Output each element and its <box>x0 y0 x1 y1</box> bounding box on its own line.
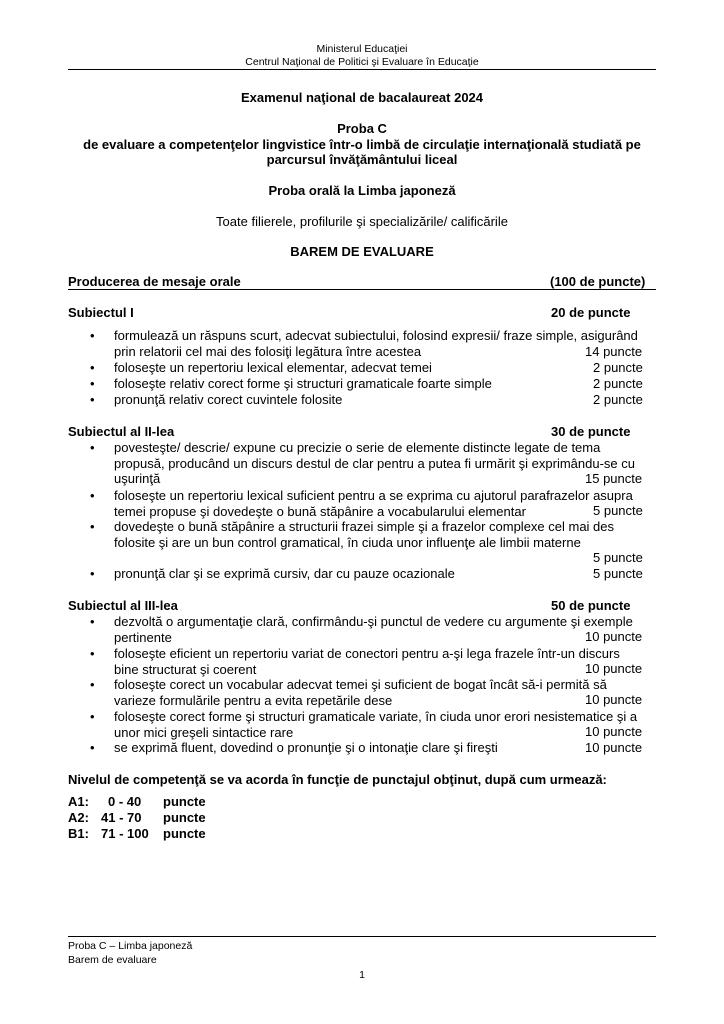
item-points: 10 puncte <box>585 629 643 644</box>
bullet-icon: • <box>90 740 95 755</box>
list-item: pronunţă clar şi se exprimă cursiv, dar cu pauze ocazionale <box>114 566 455 581</box>
page-number: 1 <box>359 969 365 981</box>
bullet-icon: • <box>90 709 95 724</box>
section-total: (100 de puncte) <box>550 274 646 289</box>
bullet-icon: • <box>90 614 95 629</box>
level-range: 41 - 70 <box>101 810 142 825</box>
header-rule <box>68 69 656 70</box>
barem-title: BAREM DE EVALUARE <box>290 244 434 259</box>
filiere-line: Toate filierele, profilurile şi specializările/ calificările <box>216 214 508 229</box>
list-item: foloseşte un repertoriu lexical elementar, adecvat temei <box>114 360 432 375</box>
list-item: foloseşte corect un vocabular adecvat temei şi suficient de bogat încât să-i permită să varieze formulările pentru a evita repetările dese <box>114 677 607 708</box>
center-name: Centrul Naţional de Politici şi Evaluare în Educaţie <box>245 55 479 68</box>
proba-title: Proba C <box>337 121 387 136</box>
level-range: 0 - 40 <box>108 794 142 809</box>
item-points: 5 puncte <box>593 566 643 581</box>
level-label: A1: <box>68 794 89 809</box>
subject-3-points: 50 de puncte <box>551 598 631 613</box>
bullet-icon: • <box>90 488 95 503</box>
footer-rule <box>68 936 656 937</box>
bullet-icon: • <box>90 519 95 534</box>
bullet-icon: • <box>90 677 95 692</box>
list-item: foloseşte relativ corect forme şi structuri gramaticale foarte simple <box>114 376 492 391</box>
subject-2-title: Subiectul al II-lea <box>68 424 175 439</box>
item-points: 2 puncte <box>593 360 643 375</box>
page-header <box>0 43 724 68</box>
level-unit: puncte <box>163 794 206 809</box>
list-item: foloseşte un repertoriu lexical suficient pentru a se exprima cu ajutorul parafrazelor asupra temei propuse şi dovedeşte o bună stăpânire a vocabularului elementar <box>114 488 633 519</box>
subject-2-points: 30 de puncte <box>551 424 631 439</box>
item-points: 10 puncte <box>585 724 643 739</box>
item-points: 2 puncte <box>593 392 643 407</box>
footer-line-2: Barem de evaluare <box>68 954 157 966</box>
list-item: dezvoltă o argumentaţie clară, confirmându-şi punctul de vedere cu argumente şi exemple pertinente <box>114 614 633 645</box>
bullet-icon: • <box>90 440 95 455</box>
level-range: 71 - 100 <box>101 826 149 841</box>
item-points: 15 puncte <box>585 471 643 486</box>
item-points: 5 puncte <box>593 503 643 518</box>
section-label: Producerea de mesaje orale <box>68 274 241 289</box>
item-points: 10 puncte <box>585 692 643 707</box>
bullet-icon: • <box>90 392 95 407</box>
list-item: povesteşte/ descrie/ expune cu precizie o serie de elemente distincte legate de tema propusă, producând un discurs destul de clar pentru a putea fi urmărit şi exprimându-se cu uşurinţă <box>114 440 636 486</box>
footer-line-1: Proba C – Limba japoneză <box>68 940 193 952</box>
level-unit: puncte <box>163 826 206 841</box>
bullet-icon: • <box>90 328 95 343</box>
ministry-name: Ministerul Educaţiei <box>316 43 408 55</box>
bullet-icon: • <box>90 646 95 661</box>
list-item: foloseşte eficient un repertoriu variat de conectori pentru a-şi lega frazele într-un discurs bine structurat şi coerent <box>114 646 620 677</box>
level-label: B1: <box>68 826 89 841</box>
list-item: pronunţă relativ corect cuvintele folosite <box>114 392 343 407</box>
oral-test-title: Proba orală la Limba japoneză <box>268 183 456 198</box>
proba-description-2: parcursul învăţământului liceal <box>266 152 458 167</box>
section-rule <box>68 289 656 290</box>
proba-description-1: de evaluare a competenţelor lingvistice într-o limbă de circulaţie internaţională studiată pe <box>83 137 641 152</box>
item-points: 10 puncte <box>585 661 643 676</box>
subject-1-points: 20 de puncte <box>551 305 631 320</box>
level-label: A2: <box>68 810 89 825</box>
item-points: 14 puncte <box>585 344 643 359</box>
list-item: foloseşte corect forme şi structuri gramaticale variate, în ciuda unor erori nesistematice şi a unor mici greşeli sintactice rare <box>114 709 638 740</box>
list-item: dovedeşte o bună stăpânire a structurii frazei simple şi a frazelor complexe cel mai des folosite şi are un bun control gramatical, în ciuda unor influenţe ale limbii materne <box>114 519 615 550</box>
subject-3-title: Subiectul al III-lea <box>68 598 178 613</box>
levels-intro: Nivelul de competenţă se va acorda în funcţie de punctajul obţinut, după cum urmează: <box>68 772 607 787</box>
level-unit: puncte <box>163 810 206 825</box>
item-points: 5 puncte <box>593 550 643 565</box>
subject-1-title: Subiectul I <box>68 305 134 320</box>
bullet-icon: • <box>90 360 95 375</box>
list-item: se exprimă fluent, dovedind o pronunţie şi o intonaţie clare şi fireşti <box>114 740 498 755</box>
list-item: formulează un răspuns scurt, adecvat subiectului, folosind expresii/ fraze simple, asigurând prin relatorii cel mai des folosiţi legătura între acestea <box>114 328 638 359</box>
bullet-icon: • <box>90 566 95 581</box>
bullet-icon: • <box>90 376 95 391</box>
item-points: 10 puncte <box>585 740 643 755</box>
exam-title: Examenul naţional de bacalaureat 2024 <box>240 90 484 105</box>
item-points: 2 puncte <box>593 376 643 391</box>
